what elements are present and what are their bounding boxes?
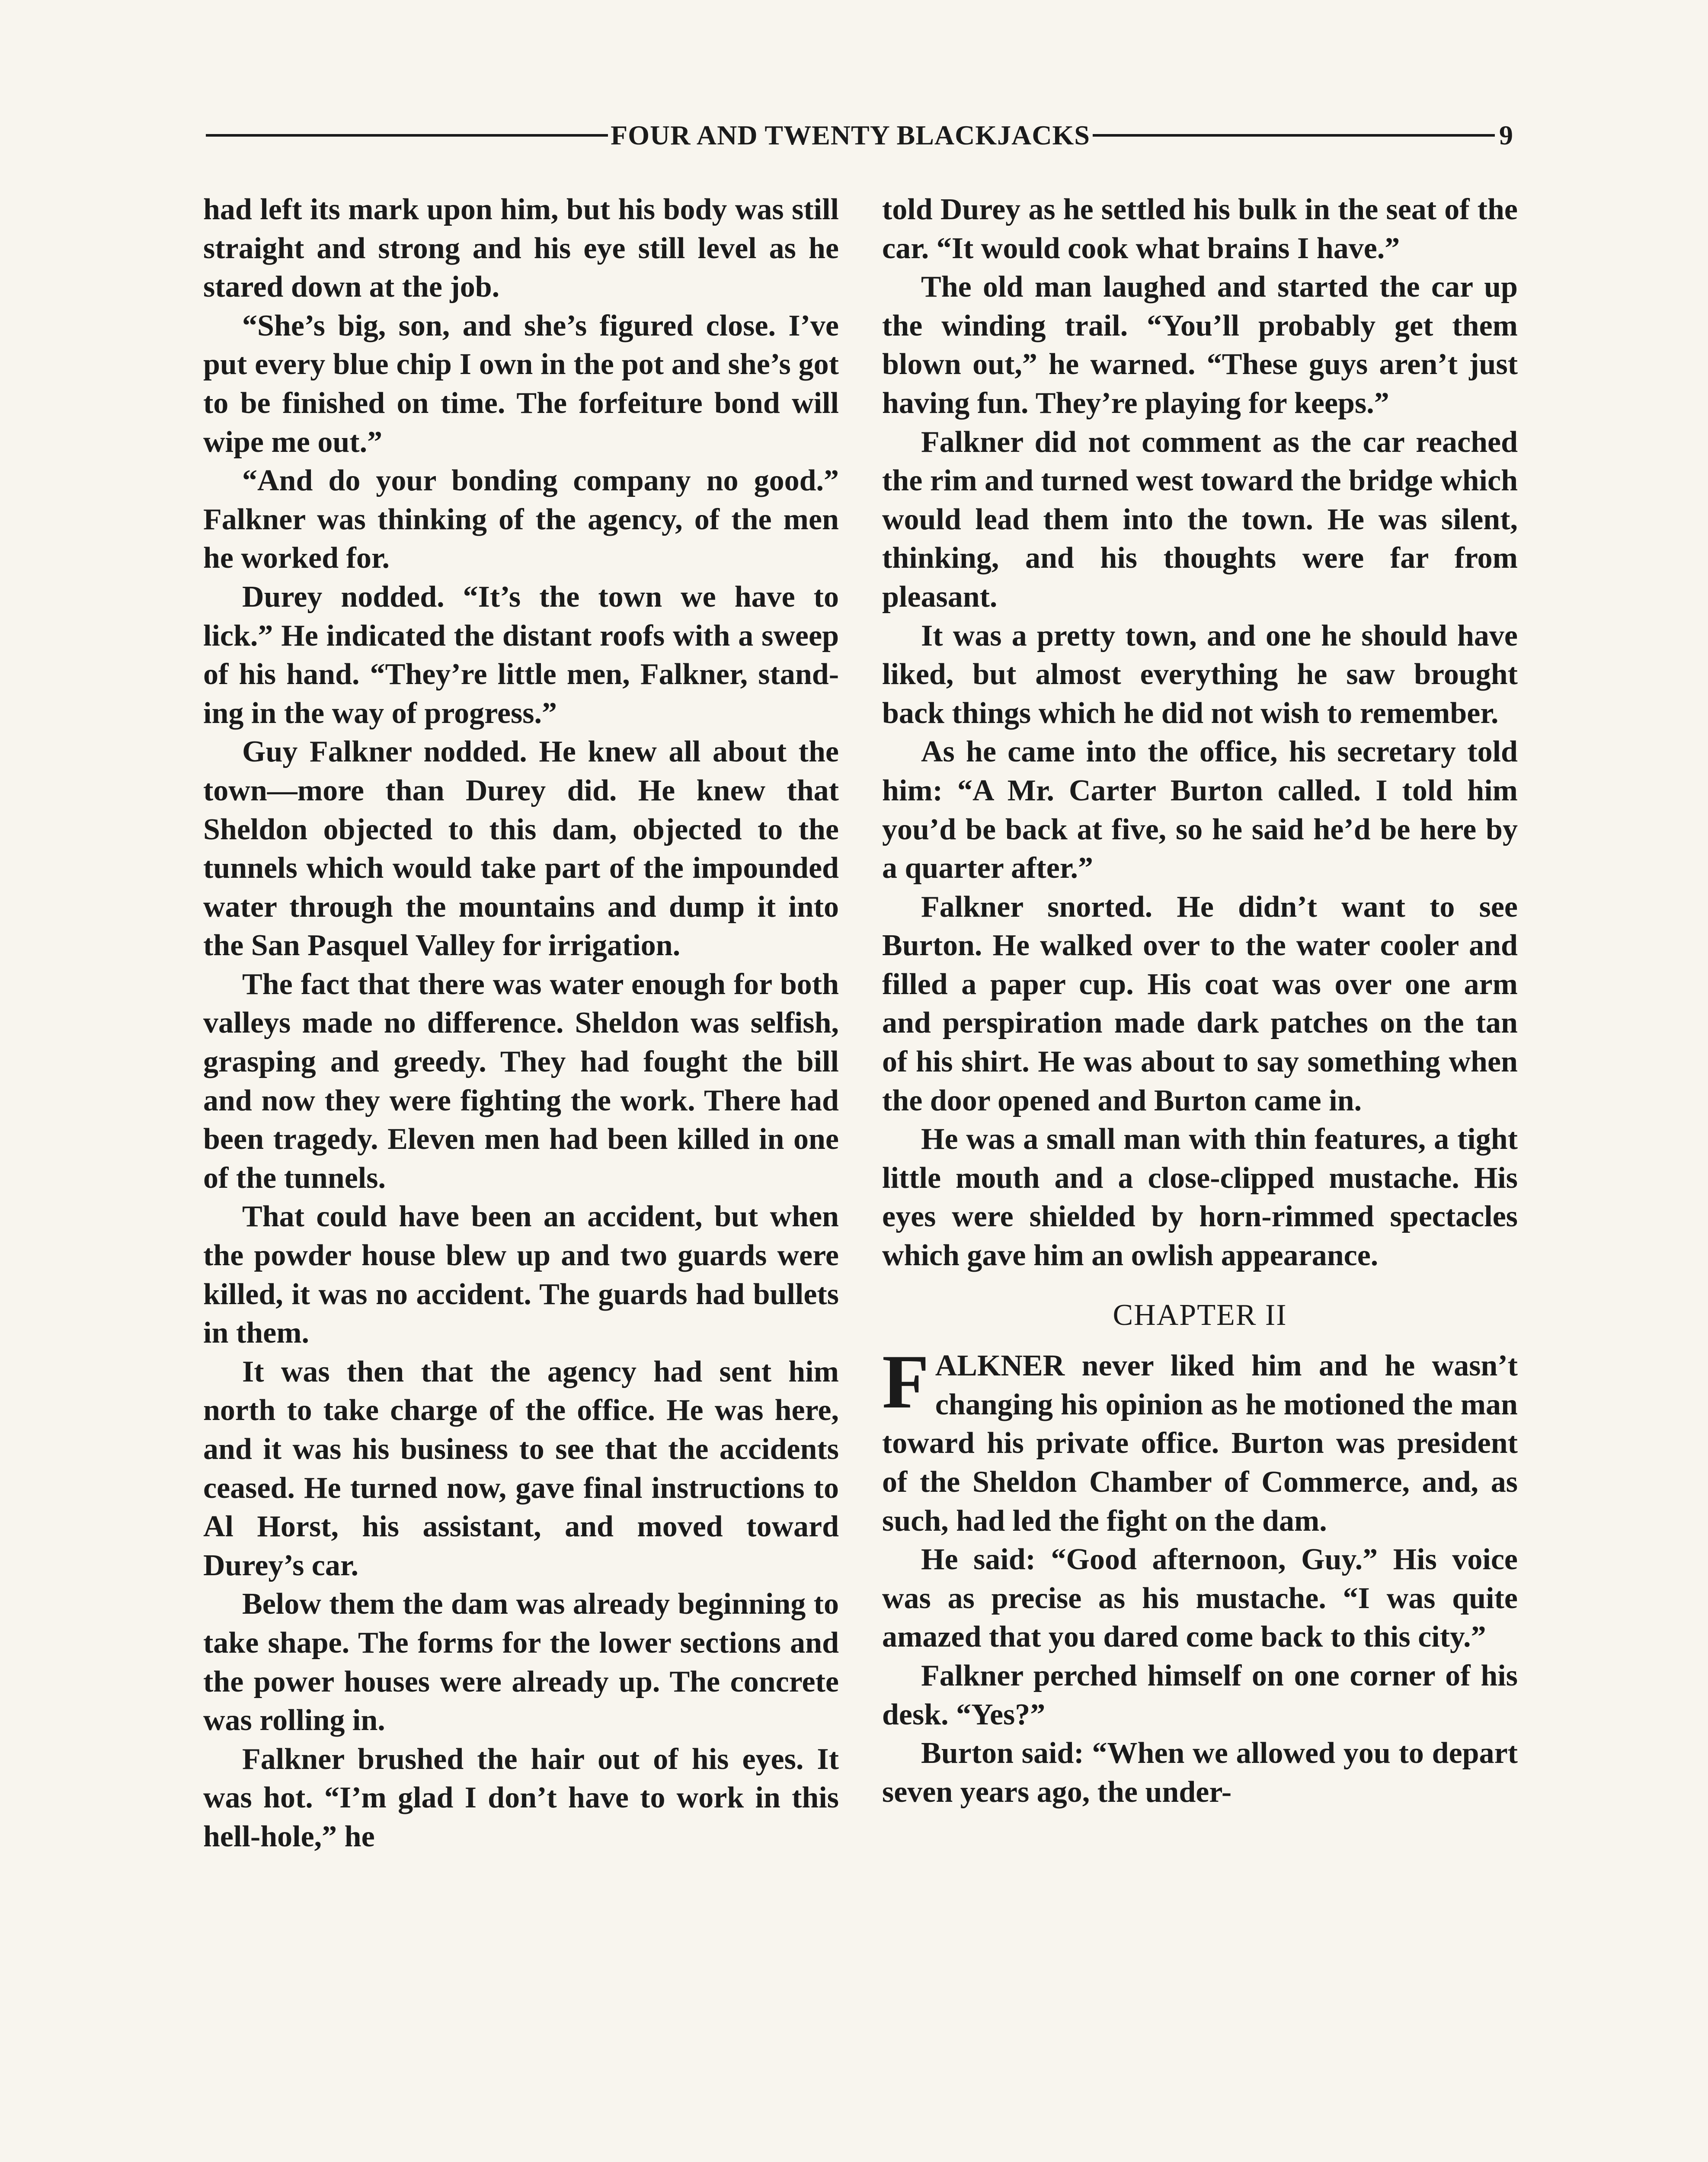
paragraph: That could have been an accident, but when the powder house blew up and two guards were killed, it was no accident. The guards had bullets in them. [203, 1200, 839, 1350]
drop-cap: F [882, 1339, 929, 1425]
paragraph: Guy Falkner nodded. He knew all about the town—more than Durey did. He knew that Sheldon objected to this dam, objected to the tunnels which would take part of the impounded water through the mountains and dump it into the San Pasquel Valley for irrigation. [203, 735, 839, 963]
header-rule-left [206, 134, 608, 137]
running-title: FOUR AND TWENTY BLACKJACKS [611, 120, 1090, 150]
paragraph: Durey nodded. “It’s the town we have to lick.” He indicated the distant roofs with a sweep of his hand. “They’re little men, Falkner, standing in the way of progress.” [203, 580, 839, 730]
first-word-caps: ALKNER [935, 1349, 1065, 1383]
paragraph: “And do your bonding company no good.” Falkner was thinking of the agency, of the men he worked for. [203, 464, 839, 575]
paragraph: Falkner perched himself on one corner of his desk. “Yes?” [882, 1659, 1518, 1731]
paragraph: He was a small man with thin features, a tight little mouth and a close-clipped mustache. His eyes were shielded by horn-rimmed spectacles which gave him an owlish appearance. [882, 1123, 1518, 1273]
paragraph: The old man laughed and started the car up the winding trail. “You’ll probably get them blown out,” he warned. “These guys aren’t just having fun. They’re playing for keeps.” [882, 270, 1518, 420]
paragraph: Falkner snorted. He didn’t want to see Burton. He walked over to the water cooler and filled a paper cup. His coat was over one arm and perspiration made dark patches on the tan of his shirt. He was about to say something when the door opened and Burton came in. [882, 890, 1518, 1117]
chapter-heading: CHAPTER II [1113, 1298, 1287, 1332]
paragraph: Falkner brushed the hair out of his eyes. It was hot. “I’m glad I don’t have to work in this hell-hole,” he [203, 1742, 839, 1853]
paragraph: Falkner did not comment as the car reached the rim and turned west toward the bridge which would lead them into the town. He was silent, thinking, and his thoughts were far from pleasant. [882, 425, 1518, 614]
left-column [203, 190, 839, 1856]
paragraph: told Durey as he settled his bulk in the seat of the car. “It would cook what brains I have.” [882, 193, 1518, 265]
running-head [203, 116, 1513, 155]
page-number: 9 [1499, 120, 1513, 150]
paragraph: It was a pretty town, and one he should have liked, but almost everything he saw brought back things which he did not wish to remember. [882, 619, 1518, 730]
paragraph: As he came into the office, his secretary told him: “A Mr. Carter Burton called. I told him you’d be back at five, so he said he’d be here by a quarter after.” [882, 735, 1518, 885]
paragraph: He said: “Good afternoon, Guy.” His voice was as precise as his mustache. “I was quite amazed that you dared come back to this city.” [882, 1543, 1518, 1654]
paragraph: Burton said: “When we allowed you to depart seven years ago, the under- [882, 1737, 1518, 1809]
paragraph: It was then that the agency had sent him north to take charge of the office. He was here, and it was his business to see that the accidents ceased. He turned now, gave final instructions to Al Horst, his assistant, and moved toward Durey’s car. [203, 1355, 839, 1582]
header-rule-right [1093, 134, 1495, 137]
paragraph: The fact that there was water enough for both valleys made no difference. Sheldon was selfish, grasping and greedy. They had fought the bill and now they were fighting the work. There had been tragedy. Eleven men had been killed in one of the tunnels. [203, 967, 839, 1195]
opening-text: never liked him and he wasn’t changing his opinion as he motioned the man toward his private office. Burton was president of the Sheldon Chamber of Commerce, and, as such, had led the fight on the dam. [882, 1349, 1518, 1538]
chapter-opening-paragraph [882, 1339, 1518, 1540]
paragraph: Below them the dam was already beginning to take shape. The forms for the lower sections and the power houses were already up. The concrete was rolling in. [203, 1587, 839, 1737]
right-column [882, 190, 1518, 1811]
paragraph: had left its mark upon him, but his body was still straight and strong and his eye still level as he stared down at the job. [203, 193, 839, 304]
paragraph: “She’s big, son, and she’s figured close. I’ve put every blue chip I own in the pot and she’s got to be finished on time. The forfeiture bond will wipe me out.” [203, 309, 839, 459]
